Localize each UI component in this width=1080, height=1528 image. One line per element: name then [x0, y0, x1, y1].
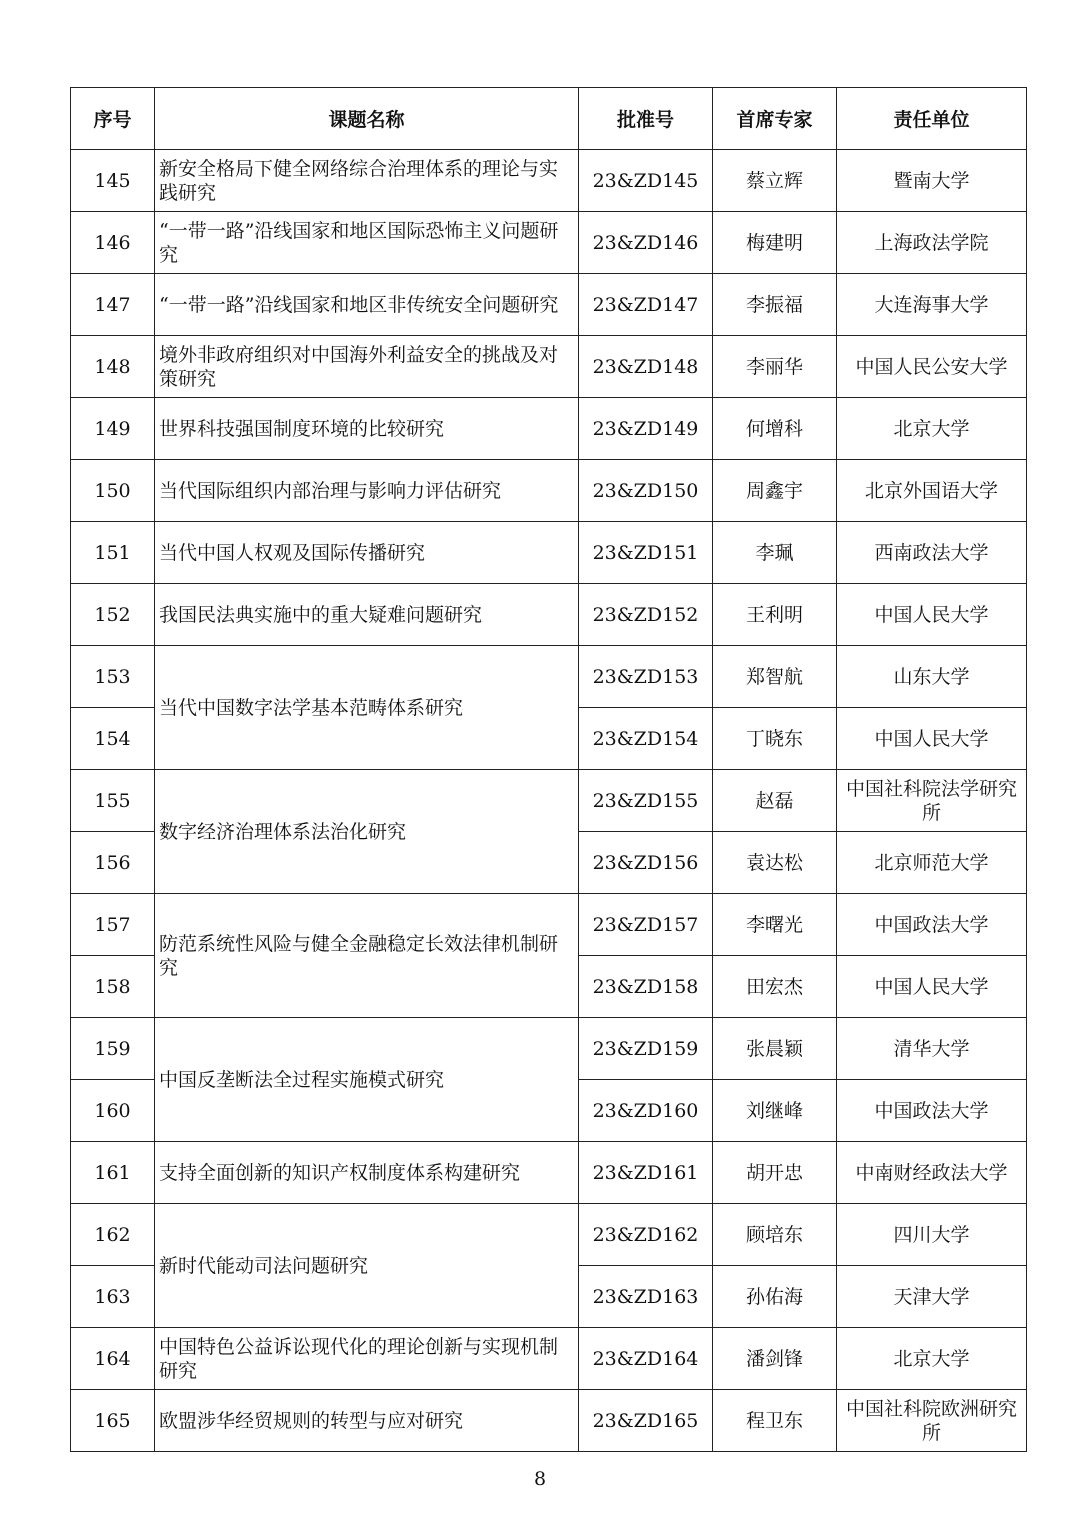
row-num: 153 [71, 646, 155, 708]
table-row [71, 584, 1027, 646]
chief-expert: 孙佑海 [713, 1266, 837, 1328]
chief-expert: 赵磊 [713, 770, 837, 832]
responsible-unit: 西南政法大学 [837, 522, 1027, 584]
approval-code: 23&ZD157 [579, 894, 713, 956]
responsible-unit: 天津大学 [837, 1266, 1027, 1328]
project-title: 中国特色公益诉讼现代化的理论创新与实现机制研究 [155, 1328, 579, 1390]
responsible-unit: 北京大学 [837, 1328, 1027, 1390]
responsible-unit: 中国社科院法学研究所 [837, 770, 1027, 832]
page-number: 8 [533, 1468, 547, 1490]
table-header-row [71, 88, 1027, 150]
row-num: 165 [71, 1390, 155, 1452]
approval-code: 23&ZD147 [579, 274, 713, 336]
project-title: 当代国际组织内部治理与影响力评估研究 [155, 460, 579, 522]
approval-code: 23&ZD146 [579, 212, 713, 274]
approval-code: 23&ZD148 [579, 336, 713, 398]
project-title: “一带一路”沿线国家和地区非传统安全问题研究 [155, 274, 579, 336]
responsible-unit: 四川大学 [837, 1204, 1027, 1266]
approval-code: 23&ZD159 [579, 1018, 713, 1080]
project-title: 境外非政府组织对中国海外利益安全的挑战及对策研究 [155, 336, 579, 398]
table-row [71, 150, 1027, 212]
row-num: 152 [71, 584, 155, 646]
row-num: 155 [71, 770, 155, 832]
row-num: 162 [71, 1204, 155, 1266]
chief-expert: 李珮 [713, 522, 837, 584]
approval-code: 23&ZD154 [579, 708, 713, 770]
approval-code: 23&ZD164 [579, 1328, 713, 1390]
table-row [71, 770, 1027, 832]
table-row [71, 398, 1027, 460]
responsible-unit: 中南财经政法大学 [837, 1142, 1027, 1204]
table-row [71, 336, 1027, 398]
row-num: 160 [71, 1080, 155, 1142]
row-num: 146 [71, 212, 155, 274]
header-code: 批准号 [579, 88, 713, 150]
responsible-unit: 中国政法大学 [837, 894, 1027, 956]
responsible-unit: 北京外国语大学 [837, 460, 1027, 522]
responsible-unit: 中国人民大学 [837, 584, 1027, 646]
project-title: 新安全格局下健全网络综合治理体系的理论与实践研究 [155, 150, 579, 212]
project-title: 当代中国人权观及国际传播研究 [155, 522, 579, 584]
project-title: 当代中国数字法学基本范畴体系研究 [155, 646, 579, 770]
row-num: 147 [71, 274, 155, 336]
approval-code: 23&ZD165 [579, 1390, 713, 1452]
responsible-unit: 暨南大学 [837, 150, 1027, 212]
approval-code: 23&ZD152 [579, 584, 713, 646]
chief-expert: 田宏杰 [713, 956, 837, 1018]
table-row [71, 1204, 1027, 1266]
row-num: 154 [71, 708, 155, 770]
responsible-unit: 北京师范大学 [837, 832, 1027, 894]
approval-code: 23&ZD145 [579, 150, 713, 212]
responsible-unit: 中国政法大学 [837, 1080, 1027, 1142]
approval-code: 23&ZD155 [579, 770, 713, 832]
responsible-unit: 中国人民大学 [837, 708, 1027, 770]
row-num: 158 [71, 956, 155, 1018]
row-num: 156 [71, 832, 155, 894]
chief-expert: 何增科 [713, 398, 837, 460]
header-num: 序号 [71, 88, 155, 150]
project-title: 中国反垄断法全过程实施模式研究 [155, 1018, 579, 1142]
approval-code: 23&ZD163 [579, 1266, 713, 1328]
row-num: 145 [71, 150, 155, 212]
chief-expert: 胡开忠 [713, 1142, 837, 1204]
project-title: 欧盟涉华经贸规则的转型与应对研究 [155, 1390, 579, 1452]
approval-code: 23&ZD161 [579, 1142, 713, 1204]
row-num: 151 [71, 522, 155, 584]
table-row [71, 460, 1027, 522]
chief-expert: 梅建明 [713, 212, 837, 274]
approval-code: 23&ZD149 [579, 398, 713, 460]
table-row [71, 894, 1027, 956]
responsible-unit: 中国社科院欧洲研究所 [837, 1390, 1027, 1452]
approval-code: 23&ZD162 [579, 1204, 713, 1266]
row-num: 149 [71, 398, 155, 460]
row-num: 163 [71, 1266, 155, 1328]
chief-expert: 李振福 [713, 274, 837, 336]
table-row [71, 1018, 1027, 1080]
approval-code: 23&ZD150 [579, 460, 713, 522]
row-num: 148 [71, 336, 155, 398]
project-title: 数字经济治理体系法治化研究 [155, 770, 579, 894]
chief-expert: 丁晓东 [713, 708, 837, 770]
project-title: 新时代能动司法问题研究 [155, 1204, 579, 1328]
table-row [71, 522, 1027, 584]
approval-code: 23&ZD156 [579, 832, 713, 894]
responsible-unit: 山东大学 [837, 646, 1027, 708]
header-title: 课题名称 [155, 88, 579, 150]
project-title: 我国民法典实施中的重大疑难问题研究 [155, 584, 579, 646]
table-row [71, 274, 1027, 336]
project-title: 支持全面创新的知识产权制度体系构建研究 [155, 1142, 579, 1204]
chief-expert: 李曙光 [713, 894, 837, 956]
responsible-unit: 中国人民公安大学 [837, 336, 1027, 398]
chief-expert: 顾培东 [713, 1204, 837, 1266]
chief-expert: 程卫东 [713, 1390, 837, 1452]
row-num: 161 [71, 1142, 155, 1204]
chief-expert: 李丽华 [713, 336, 837, 398]
row-num: 150 [71, 460, 155, 522]
chief-expert: 郑智航 [713, 646, 837, 708]
approval-code: 23&ZD151 [579, 522, 713, 584]
header-expert: 首席专家 [713, 88, 837, 150]
chief-expert: 张晨颖 [713, 1018, 837, 1080]
chief-expert: 王利明 [713, 584, 837, 646]
chief-expert: 潘剑锋 [713, 1328, 837, 1390]
approval-code: 23&ZD160 [579, 1080, 713, 1142]
project-title: 世界科技强国制度环境的比较研究 [155, 398, 579, 460]
responsible-unit: 大连海事大学 [837, 274, 1027, 336]
responsible-unit: 北京大学 [837, 398, 1027, 460]
responsible-unit: 清华大学 [837, 1018, 1027, 1080]
table-row [71, 1328, 1027, 1390]
row-num: 157 [71, 894, 155, 956]
table-row [71, 212, 1027, 274]
responsible-unit: 中国人民大学 [837, 956, 1027, 1018]
table-row [71, 646, 1027, 708]
project-table [70, 87, 1027, 1452]
chief-expert: 袁达松 [713, 832, 837, 894]
table-row [71, 1142, 1027, 1204]
responsible-unit: 上海政法学院 [837, 212, 1027, 274]
chief-expert: 周鑫宇 [713, 460, 837, 522]
chief-expert: 刘继峰 [713, 1080, 837, 1142]
header-unit: 责任单位 [837, 88, 1027, 150]
project-title: “一带一路”沿线国家和地区国际恐怖主义问题研究 [155, 212, 579, 274]
approval-code: 23&ZD153 [579, 646, 713, 708]
project-title: 防范系统性风险与健全金融稳定长效法律机制研究 [155, 894, 579, 1018]
row-num: 159 [71, 1018, 155, 1080]
row-num: 164 [71, 1328, 155, 1390]
table-row [71, 1390, 1027, 1452]
approval-code: 23&ZD158 [579, 956, 713, 1018]
chief-expert: 蔡立辉 [713, 150, 837, 212]
